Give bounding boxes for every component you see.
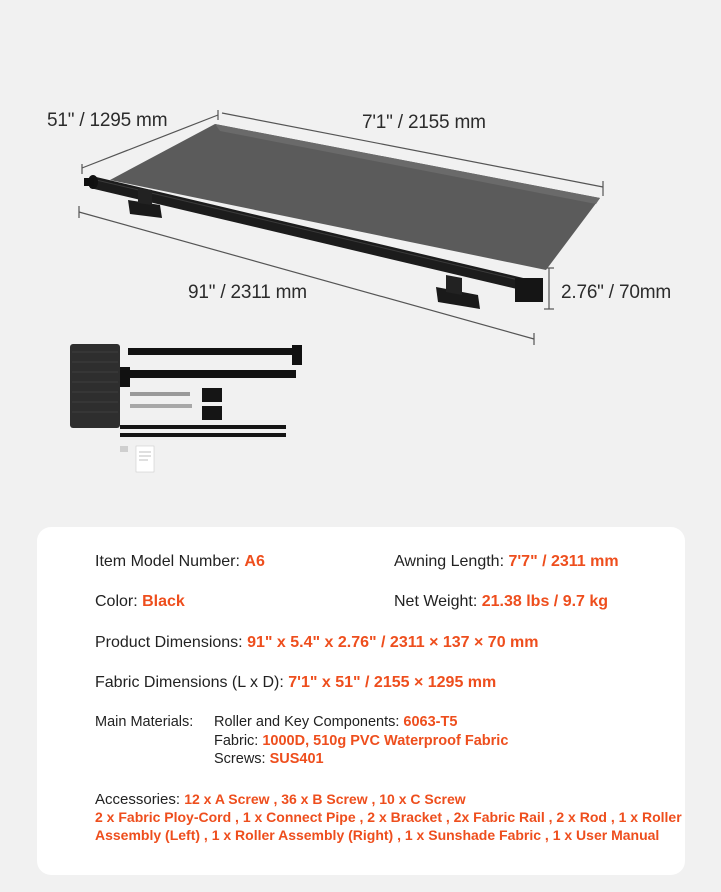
net-weight-label: Net Weight: (394, 593, 482, 610)
rod-silver-2 (130, 404, 192, 408)
screws-material-row (214, 751, 324, 767)
color-row (95, 593, 185, 611)
model-number-row (95, 553, 265, 571)
product-dimensions-row (95, 634, 538, 652)
height-dimension-label: 2.76" / 70mm (561, 282, 671, 303)
net-weight-row (394, 593, 608, 611)
color-value: Black (142, 593, 185, 610)
mounting-bracket-right (436, 275, 480, 309)
package-contents (70, 344, 302, 472)
accessories-line-1: 12 x A Screw , 36 x B Screw , 10 x C Screw (184, 791, 466, 807)
connect-pipe (120, 425, 286, 429)
awning-length-value: 7'7" / 2311 mm (508, 553, 619, 570)
roller-assembly (128, 348, 300, 355)
fabric-material-label: Fabric: (214, 733, 263, 749)
accessories-row (95, 790, 466, 808)
accessories-line-3: Assembly (Left) , 1 x Roller Assembly (Right) , 1 x Sunshade Fabric , 1 x User Manual (95, 827, 660, 843)
roller-material-label: Roller and Key Components: (214, 714, 404, 730)
roller-material-value: 6063-T5 (403, 714, 458, 730)
model-number-label: Item Model Number: (95, 553, 245, 570)
screws-material-label: Screws: (214, 751, 270, 767)
bracket-2 (202, 406, 222, 420)
rod-silver-1 (130, 392, 190, 396)
bracket-1 (202, 388, 222, 402)
fabric-material-value: 1000D, 510g PVC Waterproof Fabric (262, 733, 509, 749)
model-number-value: A6 (244, 553, 265, 570)
user-manual (136, 446, 154, 472)
fabric-dimensions-label: Fabric Dimensions (L x D): (95, 674, 289, 691)
fabric-dimensions-value: 7'1" x 51" / 2155 × 1295 mm (288, 674, 497, 691)
screws-material-value: SUS401 (269, 751, 324, 767)
fabric-material-row (214, 733, 508, 749)
accessories-label: Accessories: (95, 791, 185, 808)
folded-fabric (70, 344, 120, 428)
product-dimensions-label: Product Dimensions: (95, 634, 248, 651)
total-length-dimension-label: 91" / 2311 mm (188, 282, 307, 303)
fabric-dimensions-row (95, 674, 496, 692)
net-weight-value: 21.38 lbs / 9.7 kg (481, 593, 609, 610)
main-materials-label: Main Materials: (95, 714, 194, 730)
awning-length-row (394, 553, 619, 571)
accessories-line-2: 2 x Fabric Ploy-Cord , 1 x Connect Pipe , 2 x Bracket , 2x Fabric Rail , 2 x Rod , 1 x Roller (95, 809, 682, 825)
width-dimension-label: 51" / 1295 mm (47, 110, 168, 131)
screw-pack (120, 446, 128, 452)
color-label: Color: (95, 593, 143, 610)
fabric-rail (124, 370, 296, 378)
awning-length-label: Awning Length: (394, 553, 509, 570)
product-dimensions-value: 91" x 5.4" x 2.76" / 2311 × 137 × 70 mm (247, 634, 539, 651)
roller-material-row (214, 714, 457, 730)
rod-black (120, 433, 286, 437)
fabric-length-dimension-label: 7'1" / 2155 mm (362, 112, 486, 133)
specifications-card (37, 527, 685, 875)
